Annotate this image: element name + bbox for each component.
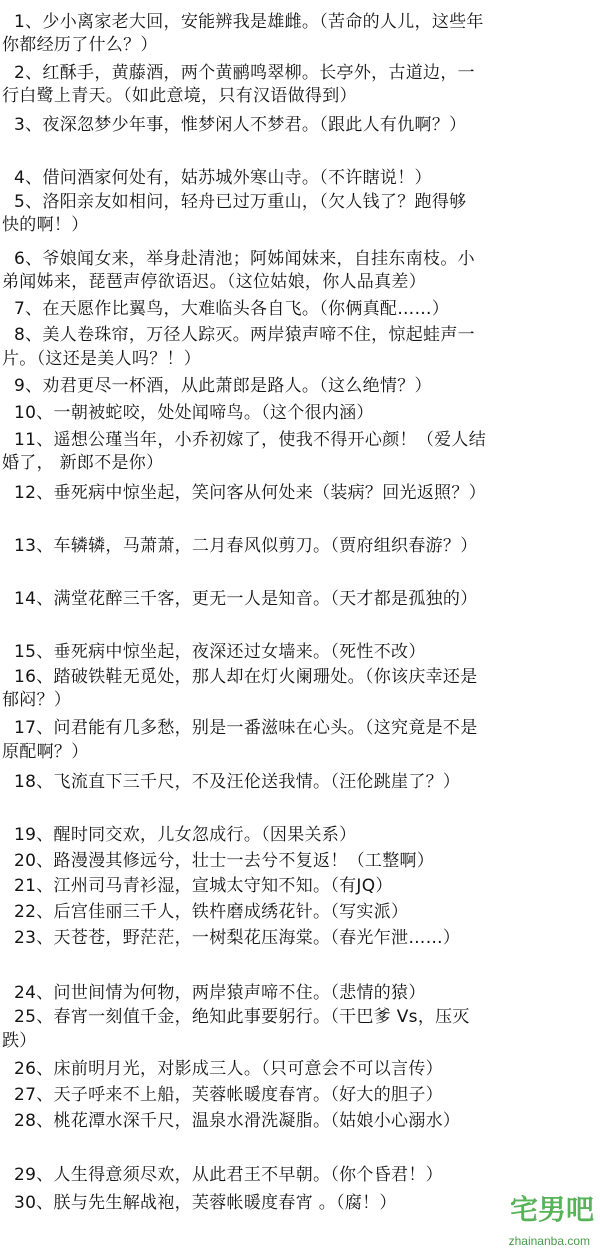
text-line: 17、问君能有几多愁，别是一番滋味在心头。（这究竟是不是	[14, 718, 478, 738]
text-line: 6、爷娘闻女来，举身赴清池；阿姊闻妹来，自挂东南枝。小	[14, 249, 475, 269]
text-line: 21、江州司马青衫湿，宣城太守知不知。（有JQ）	[14, 876, 393, 896]
text-line: 29、人生得意须尽欢，从此君王不早朝。（你个昏君！）	[14, 1165, 443, 1185]
text-line: 跌）	[2, 1031, 37, 1051]
text-line: 30、朕与先生解战袍，芙蓉帐暖度春宵 。（腐！）	[14, 1193, 397, 1213]
text-line: 2、红酥手，黄藤酒，两个黄鹂鸣翠柳。长亭外，古道边，一	[14, 63, 475, 83]
watermark	[474, 1188, 594, 1248]
watermark-logo: 宅男吧	[509, 1193, 594, 1226]
text-line: 10、一朝被蛇咬，处处闻啼鸟。（这个很内涵）	[14, 403, 374, 423]
text-line: 郁闷？）	[2, 690, 72, 710]
text-line: 22、后宫佳丽三千人，铁杵磨成绣花针。（写实派）	[14, 902, 409, 922]
text-line: 行白鹭上青天。（如此意境，只有汉语做得到）	[2, 86, 357, 106]
text-line: 弟闻姊来，琵琶声停欲语迟。（这位姑娘，你人品真差）	[2, 272, 426, 292]
text-line: 8、美人卷珠帘，万径人踪灭。两岸猿声啼不住，惊起蛙声一	[14, 325, 475, 345]
text-line: 婚了， 新郎不是你）	[2, 453, 164, 473]
watermark-url: zhainanba.com	[508, 1234, 590, 1248]
text-line: 28、桃花潭水深千尺，温泉水滑洗凝脂。（姑娘小心溺水）	[14, 1111, 461, 1131]
text-line: 11、遥想公瑾当年，小乔初嫁了，使我不得开心颜！（爱人结	[14, 430, 487, 450]
text-line: 15、垂死病中惊坐起，夜深还过女墙来。（死性不改）	[14, 642, 426, 662]
text-line: 你都经历了什么？）	[2, 35, 158, 55]
text-line: 27、天子呼来不上船，芙蓉帐暖度春宵。（好大的胆子）	[14, 1085, 443, 1105]
text-line: 20、路漫漫其修远兮，壮士一去兮不复返！（工整啊）	[14, 851, 435, 871]
text-line: 19、醒时同交欢，儿女忽成行。（因果关系）	[14, 825, 357, 845]
text-line: 4、借问酒家何处有，姑苏城外寒山寺。（不许瞎说！）	[14, 168, 432, 188]
text-line: 7、在天愿作比翼鸟，大难临头各自飞。（你俩真配……）	[14, 299, 450, 319]
text-line: 16、踏破铁鞋无觅处，那人却在灯火阑珊处。（你该庆幸还是	[14, 667, 478, 687]
text-line: 14、满堂花醉三千客，更无一人是知音。（天才都是孤独的）	[14, 589, 478, 609]
text-line: 9、劝君更尽一杯酒，从此萧郎是路人。（这么绝情？）	[14, 376, 432, 396]
text-line: 23、天苍苍，野茫茫，一树梨花压海棠。（春光乍泄……）	[14, 928, 461, 948]
text-line: 24、问世间情为何物，两岸猿声啼不住。（悲情的猿）	[14, 983, 426, 1003]
text-line: 原配啊？）	[2, 742, 89, 762]
text-line: 18、飞流直下三千尺，不及汪伦送我情。（汪伦跳崖了？）	[14, 772, 461, 792]
text-line: 12、垂死病中惊坐起，笑问客从何处来（装病？回光返照？）	[14, 483, 487, 503]
text-line: 1、少小离家老大回，安能辨我是雄雌。（苦命的人儿，这些年	[14, 12, 484, 32]
text-line: 13、车辚辚，马萧萧，二月春风似剪刀。（贾府组织春游？）	[14, 536, 478, 556]
text-line: 26、床前明月光，对影成三人。（只可意会不可以言传）	[14, 1059, 443, 1079]
text-line: 片。（这还是美人吗？！）	[2, 349, 202, 369]
text-line: 25、春宵一刻值千金，绝知此事要躬行。（干巴爹 Vs，压灭	[14, 1007, 470, 1027]
text-line: 5、洛阳亲友如相问，轻舟已过万重山，（欠人钱了？跑得够	[14, 192, 467, 212]
text-line: 快的啊！）	[2, 215, 89, 235]
text-line: 3、夜深忽梦少年事，惟梦闲人不梦君。（跟此人有仇啊？）	[14, 115, 467, 135]
